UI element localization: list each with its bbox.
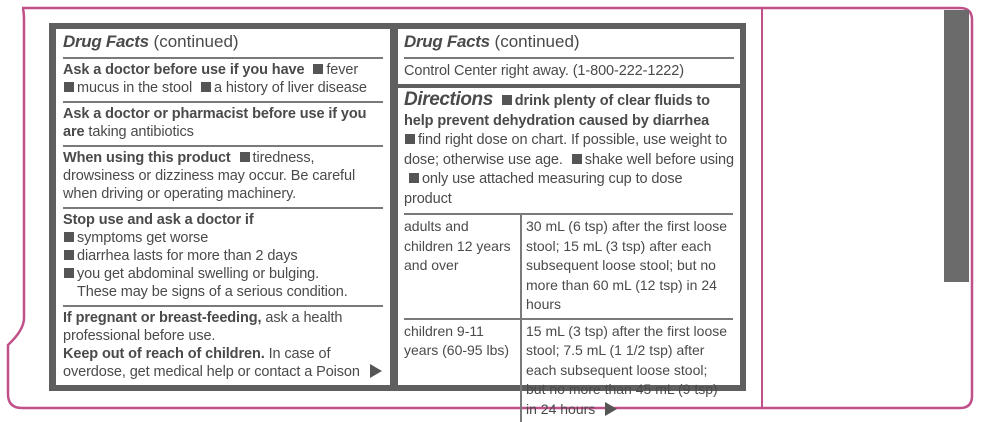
dose-cell: 30 mL (6 tsp) after the first loose stool; 15 mL (3 tsp) after each subsequent loose stool; but no more than 60 mL (12 tsp) in 24 hours [521,214,733,319]
stop-use-item: you get abdominal swelling or bulging. [77,266,319,282]
drug-facts-title: Drug Facts [404,32,490,51]
bullet-icon [502,95,512,105]
continue-arrow-icon [370,364,382,378]
stop-use-title: Stop use and ask a doctor if [63,212,254,228]
bullet-icon [405,134,415,144]
ask-doctor-item: fever [326,62,358,78]
when-using-section [63,147,383,209]
stop-use-section [63,209,383,307]
stop-use-item: symptoms get worse [77,230,208,246]
panel-divider [761,8,763,408]
table-row [404,319,733,422]
when-using-text: drowsiness or dizziness may occur. Be careful when driving or operating machinery. [63,168,355,202]
pregnancy-title: If pregnant or breast-feeding, [63,310,261,326]
stop-use-item-cont: These may be signs of a serious condition. [63,284,348,300]
continue-arrow-icon [605,402,617,416]
ask-doctor-title: Ask a doctor before use if you have [63,62,304,78]
ask-doctor-item: mucus in the stool [77,80,192,96]
continued-label: (continued) [154,32,239,51]
stop-use-item: diarrhea lasts for more than 2 days [77,248,298,264]
left-header [63,29,383,59]
bullet-icon [240,152,250,162]
bullet-icon [64,268,74,278]
pregnancy-text: ask a health professional before use. [63,310,342,344]
bullet-icon [64,250,74,260]
directions-panel [398,88,740,385]
bullet-icon [201,82,211,92]
bullet-icon [64,82,74,92]
keep-out-text: In case of overdose, get medical help or contact a Poison [63,346,360,380]
ask-doctor-item: a history of liver disease [214,80,367,96]
pregnancy-section [63,307,383,385]
dose-text: 15 mL (3 tsp) after the first loose stool; 7.5 mL (1 1/2 tsp) after each subsequent loose stool; but no more than 45 mL (9 tsp) in 24 hours [526,323,727,417]
ask-pharmacist-title: Ask a doctor or pharmacist before use if you are [63,106,366,140]
when-using-text: tiredness, [253,150,315,166]
table-row [404,214,733,319]
bullet-icon [313,64,323,74]
direction-item: find right dose on chart. If possible, use weight to dose; otherwise use age. [404,132,727,168]
age-cell: children 9-11 years (60-95 lbs) [404,319,521,422]
right-header [404,29,734,59]
drug-facts-title: Drug Facts [63,32,149,51]
bullet-icon [409,173,419,183]
bullet-icon [572,154,582,164]
ask-doctor-section [63,59,383,103]
continued-label: (continued) [495,32,580,51]
age-cell: adults and children 12 years and over [404,214,521,319]
ask-pharmacist-text: taking antibiotics [88,124,193,140]
keep-out-title: Keep out of reach of children. [63,346,265,362]
dosage-table [404,213,733,422]
right-top-panel [398,29,740,84]
direction-item: shake well before using [585,152,734,168]
directions-title: Directions [404,89,493,110]
when-using-title: When using this product [63,150,231,166]
bullet-icon [64,232,74,242]
control-center-text: Control Center right away. (1-800-222-1222) [404,59,734,80]
ask-pharmacist-section [63,103,383,147]
dose-cell [521,319,733,422]
direction-item: only use attached measuring cup to dose product [404,171,682,207]
direction-item: drink plenty of clear fluids to help prevent dehydration caused by diarrhea [404,93,710,129]
left-panel [56,29,390,385]
side-bar [944,10,969,282]
directions-section [404,88,734,209]
